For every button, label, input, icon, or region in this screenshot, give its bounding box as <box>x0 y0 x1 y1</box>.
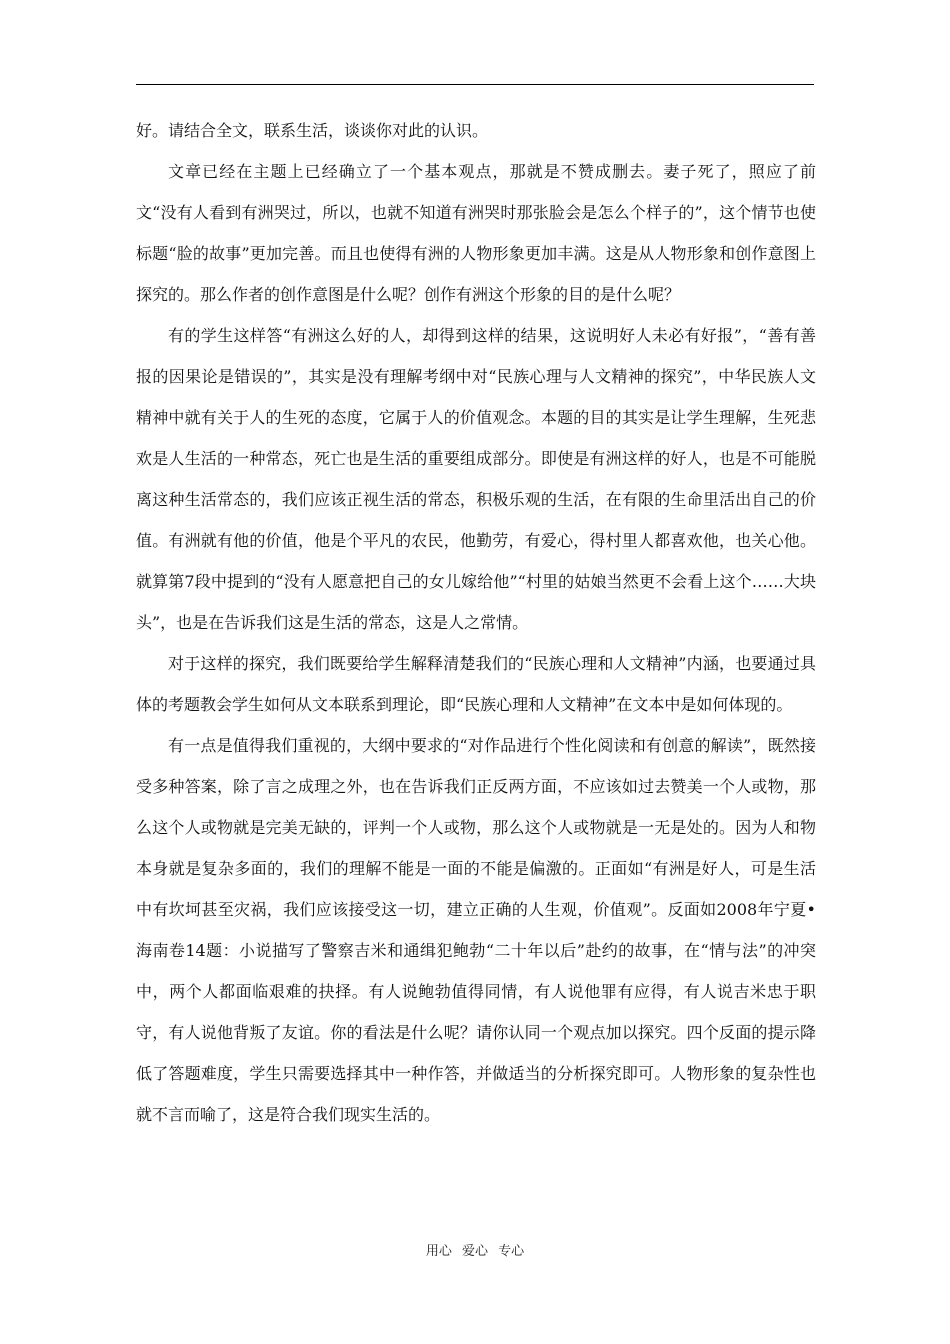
paragraph: 好。请结合全文，联系生活，谈谈你对此的认识。 <box>136 121 489 140</box>
paragraph: 有的学生这样答“有洲这么好的人，却得到这样的结果，这说明好人未必有好报”，“善有善报的因果论是错误的”，其实是没有理解考纲中对“民族心理与人文精神的探究”，中华民族人文精神中就有关于人的生死的态度，它属于人的价值观念。本题的目的其实是让学生理解，生死悲欢是人生活的一种常态，死亡也是生活的重要组成部分。即使是有洲这样的好人，也是不可能脱离这种生活常态的，我们应该正视生活的常态，积极乐观的生活，在有限的生命里活出自己的价值。有洲就有他的价值，他是个平凡的农民，他勤劳，有爱心，得村里人都喜欢他，也关心他。就算第7段中提到的“没有人愿意把自己的女儿嫁给他”“村里的姑娘当然更不会看上这个……大块头”，也是在告诉我们这是生活的常态，这是人之常情。 <box>136 326 816 632</box>
paragraph: 文章已经在主题上已经确立了一个基本观点，那就是不赞成删去。妻子死了，照应了前文“没有人看到有洲哭过，所以，也就不知道有洲哭时那张脸会是怎么个样子的”，这个情节也使标题“脸的故事”更加完善。而且也使得有洲的人物形象更加丰满。这是从人物形象和创作意图上探究的。那么作者的创作意图是什么呢？创作有洲这个形象的目的是什么呢？ <box>136 162 816 304</box>
body-text <box>136 110 816 1135</box>
paragraph: 对于这样的探究，我们既要给学生解释清楚我们的“民族心理和人文精神”内涵，也要通过具体的考题教会学生如何从文本联系到理论，即“民族心理和人文精神”在文本中是如何体现的。 <box>136 654 816 714</box>
header-rule <box>136 84 814 85</box>
page-footer: 用心 爱心 专心 <box>425 1244 525 1259</box>
paragraph: 有一点是值得我们重视的，大纲中要求的“对作品进行个性化阅读和有创意的解读”，既然接受多种答案，除了言之成理之外，也在告诉我们正反两方面，不应该如过去赞美一个人或物，那么这个人或物就是完美无缺的，评判一个人或物，那么这个人或物就是一无是处的。因为人和物本身就是复杂多面的，我们的理解不能是一面的不能是偏激的。正面如“有洲是好人，可是生活中有坎坷甚至灾祸，我们应该接受这一切，建立正确的人生观，价值观”。反面如2008年宁夏•海南卷14题：小说描写了警察吉米和通缉犯鲍勃“二十年以后”赴约的故事，在“情与法”的冲突中，两个人都面临艰难的抉择。有人说鲍勃值得同情，有人说他罪有应得，有人说吉米忠于职守，有人说他背叛了友谊。你的看法是什么呢？请你认同一个观点加以探究。四个反面的提示降低了答题难度，学生只需要选择其中一种作答，并做适当的分析探究即可。人物形象的复杂性也就不言而喻了，这是符合我们现实生活的。 <box>136 736 816 1124</box>
